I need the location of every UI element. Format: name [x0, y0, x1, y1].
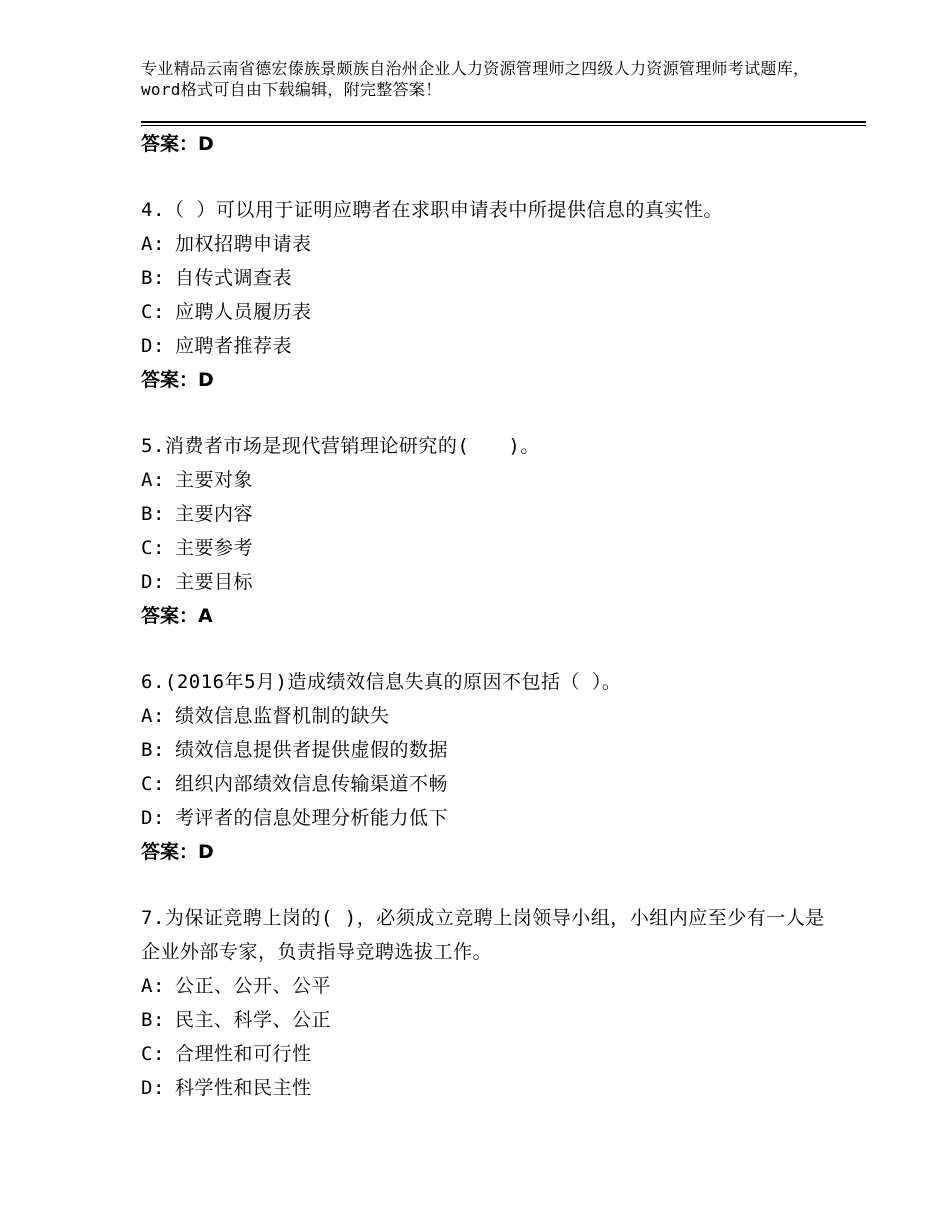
option-text: 组织内部绩效信息传输渠道不畅: [175, 773, 449, 795]
option-a: [141, 699, 841, 733]
answer-label: 答案：A: [141, 605, 213, 627]
option-text: 公正、公开、公平: [175, 975, 332, 997]
option-b: [141, 261, 841, 295]
document-header: 专业精品云南省德宏傣族景颇族自治州企业人力资源管理师之四级人力资源管理师考试题库，word格式可自由下载编辑，附完整答案！: [141, 59, 810, 99]
header-rule-thin: [141, 125, 866, 126]
answer-label: 答案：D: [141, 841, 214, 863]
option-d: [141, 1071, 841, 1105]
question-block: [141, 193, 841, 397]
option-letter: A:: [141, 975, 165, 997]
option-letter: B:: [141, 1009, 165, 1031]
option-text: 绩效信息监督机制的缺失: [175, 705, 390, 727]
option-letter: D:: [141, 1077, 165, 1099]
option-letter: C:: [141, 537, 165, 559]
question-stem: 6.(2016年5月)造成绩效信息失真的原因不包括（ ）。: [141, 671, 622, 693]
option-text: 民主、科学、公正: [175, 1009, 332, 1031]
question-list: [141, 127, 841, 1105]
question-block: [141, 901, 841, 1105]
option-text: 应聘人员履历表: [175, 301, 312, 323]
question-stem: 4.（ ）可以用于证明应聘者在求职申请表中所提供信息的真实性。: [141, 199, 723, 221]
option-c: [141, 767, 841, 801]
option-letter: A:: [141, 469, 165, 491]
option-d: [141, 329, 841, 363]
question-stem: 5.消费者市场是现代营销理论研究的( )。: [141, 435, 540, 457]
option-a: [141, 227, 841, 261]
answer-label: 答案：D: [141, 133, 214, 155]
option-text: 科学性和民主性: [175, 1077, 312, 1099]
option-a: [141, 463, 841, 497]
option-letter: C:: [141, 773, 165, 795]
question-block: [141, 665, 841, 869]
option-letter: B:: [141, 503, 165, 525]
option-letter: A:: [141, 233, 165, 255]
option-text: 主要对象: [175, 469, 254, 491]
option-text: 主要目标: [175, 571, 254, 593]
header-rule-thick: [141, 121, 866, 123]
option-letter: A:: [141, 705, 165, 727]
option-text: 自传式调查表: [175, 267, 293, 289]
option-b: [141, 733, 841, 767]
option-c: [141, 295, 841, 329]
option-d: [141, 565, 841, 599]
option-c: [141, 531, 841, 565]
option-text: 绩效信息提供者提供虚假的数据: [175, 739, 449, 761]
question-stem: 7.为保证竞聘上岗的( )，必须成立竞聘上岗领导小组，小组内应至少有一人是企业外部专家，负责指导竞聘选拔工作。: [141, 907, 825, 963]
option-c: [141, 1037, 841, 1071]
option-text: 考评者的信息处理分析能力低下: [175, 807, 449, 829]
option-letter: D:: [141, 571, 165, 593]
option-text: 加权招聘申请表: [175, 233, 312, 255]
option-a: [141, 969, 841, 1003]
option-letter: B:: [141, 267, 165, 289]
option-letter: C:: [141, 1043, 165, 1065]
option-text: 主要内容: [175, 503, 254, 525]
option-b: [141, 1003, 841, 1037]
option-text: 应聘者推荐表: [175, 335, 293, 357]
option-letter: D:: [141, 807, 165, 829]
option-text: 合理性和可行性: [175, 1043, 312, 1065]
option-letter: D:: [141, 335, 165, 357]
option-text: 主要参考: [175, 537, 254, 559]
answer-label: 答案：D: [141, 369, 214, 391]
option-b: [141, 497, 841, 531]
question-block: [141, 429, 841, 633]
option-letter: B:: [141, 739, 165, 761]
option-d: [141, 801, 841, 835]
option-letter: C:: [141, 301, 165, 323]
